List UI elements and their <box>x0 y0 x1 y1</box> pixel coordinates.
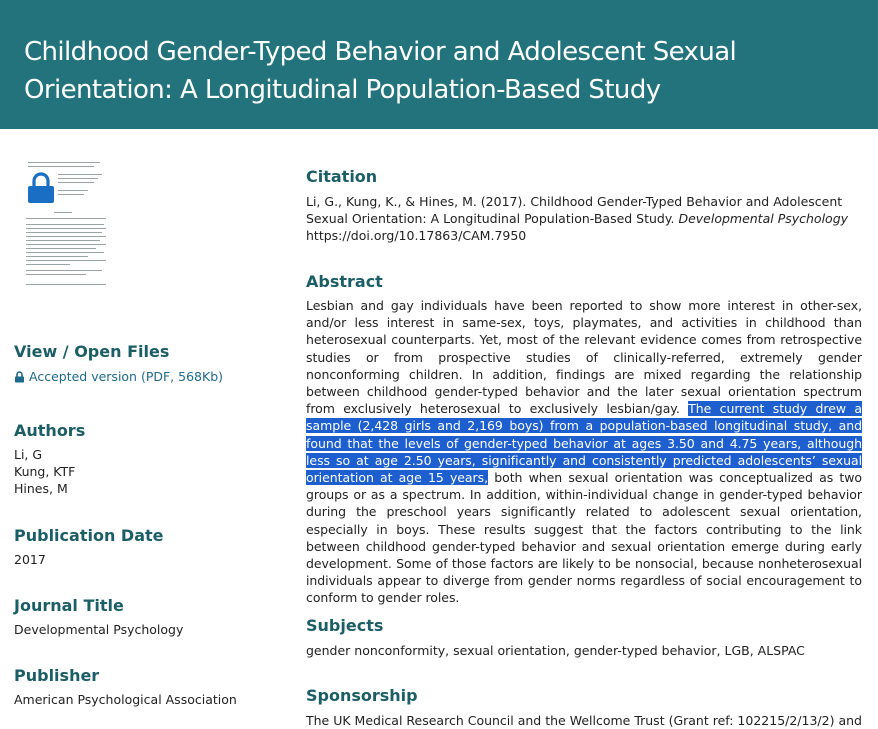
publisher-heading: Publisher <box>14 666 100 685</box>
pubdate-heading: Publication Date <box>14 526 164 545</box>
accepted-version-label[interactable]: Accepted version (PDF, 568Kb) <box>29 369 224 384</box>
page-banner <box>0 0 878 129</box>
lock-icon <box>26 172 56 204</box>
sponsorship-heading: Sponsorship <box>306 686 418 705</box>
pubdate-value: 2017 <box>14 552 46 567</box>
author-item: Li, G <box>14 447 43 462</box>
abstract-heading: Abstract <box>306 272 383 291</box>
lock-icon <box>14 371 25 383</box>
journal-heading: Journal Title <box>14 596 124 615</box>
document-thumbnail[interactable] <box>24 160 110 292</box>
journal-section <box>14 596 284 638</box>
accepted-version-link[interactable] <box>14 368 284 385</box>
files-heading: View / Open Files <box>14 342 170 361</box>
subjects-heading: Subjects <box>306 616 384 635</box>
citation-text <box>306 193 862 244</box>
author-item: Hines, M <box>14 481 68 496</box>
abstract-text <box>306 297 862 607</box>
sponsorship-section <box>306 686 862 729</box>
abstract-section <box>306 272 862 607</box>
subjects-value: gender nonconformity, sexual orientation, gender-typed behavior, LGB, ALSPAC <box>306 643 805 658</box>
abstract-part: both when sexual orientation was conceptualized as two groups or as a spectrum. In addition, within-individual change in gender-typed behavior during the preschool years significantly related to adolescent sexual orientation, especially in boys. These results suggest that the factors contributing to the link between childhood gender-typed behavior and sexual orientation emerge during early development. Some of those factors are likely to be nonsocial, because nonheterosexual individuals appear to diverge from gender norms regardless of social encouragement to conform to gender roles. <box>306 470 862 606</box>
files-section <box>14 342 284 385</box>
author-item: Kung, KTF <box>14 464 76 479</box>
page-title: Childhood Gender-Typed Behavior and Adolescent Sexual Orientation: A Longitudinal Population-Based Study <box>24 37 737 105</box>
citation-body: Li, G., Kung, K., & Hines, M. (2017). Childhood Gender-Typed Behavior and Adolescent Sexual Orientation: A Longitudinal Population-Based Study. <box>306 194 843 226</box>
citation-heading: Citation <box>306 167 378 186</box>
publisher-section <box>14 666 284 708</box>
abstract-selection: The current study drew a sample (2,428 girls and 2,169 boys) from a population-based longitudinal study, and found that the levels of gender-typed behavior at ages 3.50 and 4.75 years, although less so at age 2.50 years, significantly and consistently predicted adolescents’ sexual orientation at age 15 years, <box>306 401 862 486</box>
citation-doi[interactable]: https://doi.org/10.17863/CAM.7950 <box>306 228 527 243</box>
authors-heading: Authors <box>14 421 86 440</box>
publisher-value: American Psychological Association <box>14 692 237 707</box>
abstract-part: Lesbian and gay individuals have been reported to show more interest in other-sex, and/or less interest in same-sex, toys, playmates, and activities in childhood than heterosexual counterparts. Yet, most of the relevant evidence comes from retrospective studies or from prospective studies of clinically-referred, extremely gender nonconforming children. In addition, findings are mixed regarding the relationship between childhood gender-typed behavior and the later sexual orientation spectrum from exclusively heterosexual to exclusively lesbian/gay. <box>306 298 862 417</box>
journal-value: Developmental Psychology <box>14 622 184 637</box>
citation-section <box>306 167 862 244</box>
subjects-section <box>306 616 862 659</box>
authors-section <box>14 421 284 497</box>
pubdate-section <box>14 526 284 568</box>
citation-journal: Developmental Psychology <box>678 211 849 226</box>
sponsorship-value: The UK Medical Research Council and the Wellcome Trust (Grant ref: 102215/2/13/2) and <box>306 713 862 728</box>
